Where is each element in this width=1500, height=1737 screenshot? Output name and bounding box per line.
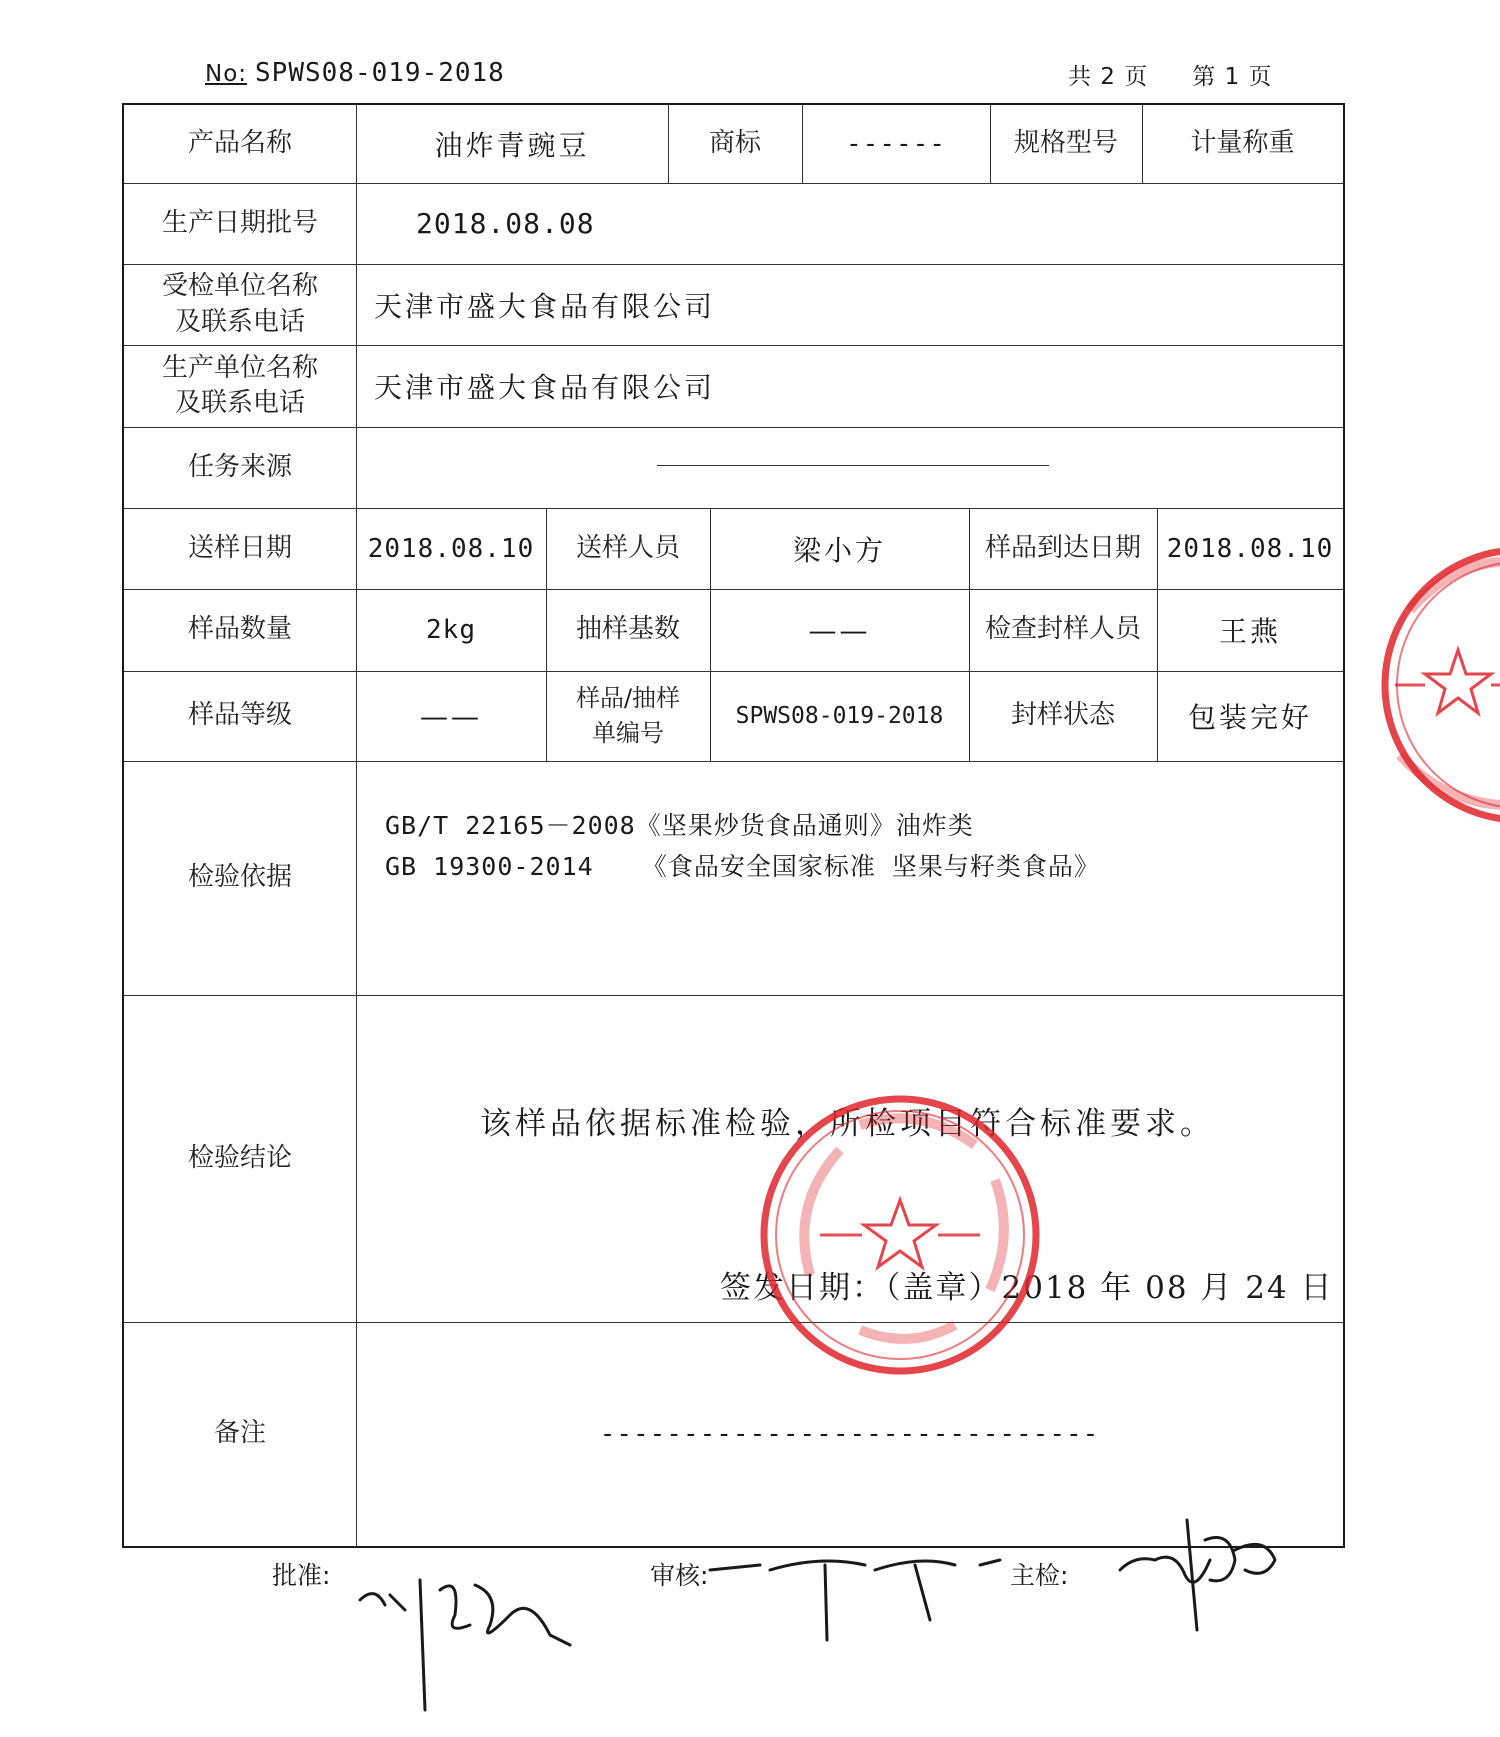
sender-value: 梁小方 [792,533,886,567]
trademark-value: ------ [846,129,946,159]
product-name-value: 油炸青豌豆 [434,129,590,162]
basis-line-1: GB/T 22165－2008《坚果炒货食品通则》油炸类 [385,811,974,840]
inspected-unit-value: 天津市盛大食品有限公司 [374,289,716,323]
inspector-label: 主检: [1010,1561,1069,1590]
arrival-date-label: 样品到达日期 [984,532,1141,563]
quantity-value: 2kg [426,615,476,645]
seal-status-label: 封样状态 [1010,700,1115,731]
trademark-label: 商标 [708,128,761,159]
inspected-unit-label-line-1: 受检单位名称 [161,271,318,302]
reviewer-label: 审核: [650,1561,709,1590]
official-seal-stamp [750,1085,1050,1385]
report-number-value: SPWS08-019-2018 [255,58,505,88]
remarks-value: ------------------------------ [599,1419,1100,1449]
conclusion-text: 该样品依据标准检验，所检项目符合标准要求。 [480,1106,1215,1142]
basis-line-2: GB 19300-2014 《食品安全国家标准 坚果与籽类食品》 [385,852,1100,881]
remarks-label: 备注 [213,1418,266,1449]
sender-label: 送样人员 [575,532,680,563]
inspector-signature [1115,1500,1285,1640]
report-number [205,58,505,88]
grade-label: 样品等级 [187,700,292,731]
sampling-base-label: 抽样基数 [575,614,680,645]
approver-signature [350,1555,580,1715]
inspected-unit-label-line-2: 及联系电话 [174,306,305,337]
task-source-blank-line [657,465,1049,466]
task-source-label: 任务来源 [187,451,292,482]
arrival-date-value: 2018.08.10 [1166,533,1334,564]
page-indicator [1068,58,1273,91]
sample-no-label [546,671,710,761]
inspected-unit-label [124,264,356,345]
sample-no-label-line-2: 单编号 [592,719,664,747]
basis-label: 检验依据 [187,862,292,893]
sampling-base-value: —— [808,613,871,647]
batch-value: 2018.08.08 [416,207,595,240]
total-pages: 共 2 页 [1068,64,1149,90]
approver-label: 批准: [272,1561,331,1590]
spec-label: 规格型号 [1013,128,1118,159]
sealer-value: 王燕 [1218,615,1281,648]
producer-label-line-1: 生产单位名称 [161,352,318,383]
sealer-label: 检查封样人员 [984,614,1141,645]
sample-no-value: SPWS08-019-2018 [735,703,944,729]
grade-value: —— [420,699,482,733]
quantity-label: 样品数量 [187,614,292,645]
producer-label-line-2: 及联系电话 [174,388,305,418]
send-date-label: 送样日期 [187,532,292,563]
report-number-label: No: [205,61,248,87]
product-name-label: 产品名称 [187,128,292,159]
sample-no-label-line-1: 样品/抽样 [575,684,681,713]
send-date-value: 2018.08.10 [367,533,535,564]
producer-value: 天津市盛大食品有限公司 [374,371,716,404]
reviewer-signature [700,1525,1020,1645]
spec-value: 计量称重 [1190,128,1295,159]
producer-label [124,345,356,427]
current-page: 第 1 页 [1192,64,1273,90]
seal-status-value: 包装完好 [1187,701,1312,734]
sign-date: 签发日期：（盖章）2018 年 08 月 24 日 [720,1270,1334,1306]
batch-label: 生产日期批号 [161,207,318,238]
page-edge-seal-stamp [1370,540,1500,830]
conclusion-label: 检验结论 [187,1142,292,1173]
